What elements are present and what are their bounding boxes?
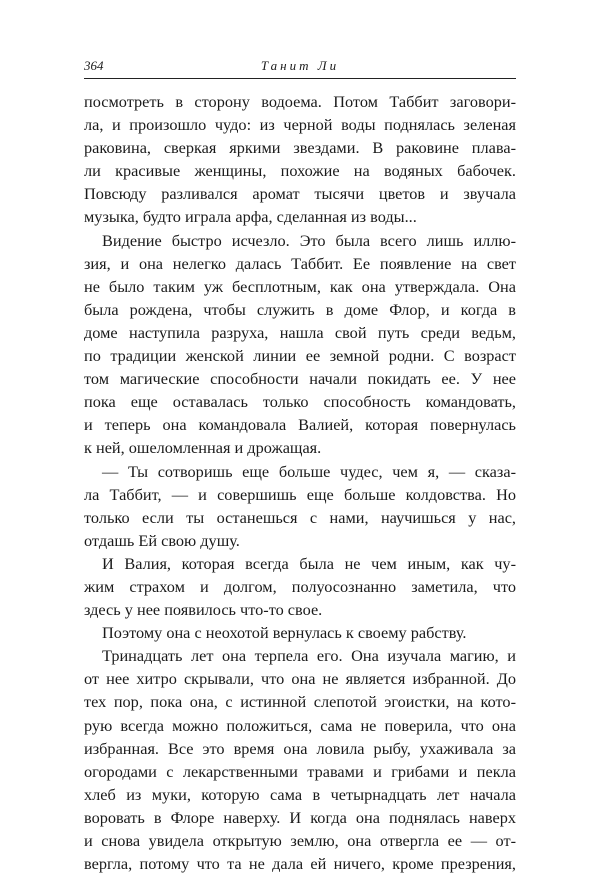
text-line: — Ты сотворишь еще больше чудес, чем я, — сказа- [102,461,516,481]
page-header [84,56,516,79]
text-line: избранная. Все это время она ловила рыбу, ухаживала за [84,738,516,758]
text-line: рую всегда можно положиться, сама не поверила, что она [84,715,516,735]
text-line: по традиции женской линии ее земной родни. С возраст [84,346,516,366]
text-line: была рождена, чтобы служить в доме Флор, и когда в [84,299,516,319]
page-number: 364 [84,58,104,73]
text-line: Поэтому она с неохотой вернулась к своему рабству. [102,623,467,643]
text-line: вергла, потому что та не дала ей ничего, кроме презрения, [84,854,516,874]
body-text [84,90,516,875]
text-line: Повсюду разливался аромат тысячи цветов и звучала [84,184,516,204]
text-line: и теперь она командовала Валией, которая повернулась [84,415,516,435]
text-line: музыка, будто играла арфа, сделанная из воды... [84,207,417,227]
text-line: И Валия, которая всегда была не чем иным, как чу- [102,553,516,573]
text-line: огородами с лекарственными травами и грибами и пекла [84,761,516,781]
text-line: от нее хитро скрывали, что она не является избранной. До [84,669,516,689]
text-line: пока еще оставалась только способность командовать, [84,392,516,412]
text-line: здесь у нее появилось что-то свое. [84,600,323,620]
text-line: том магические способности начали покидать ее. У нее [84,369,516,389]
text-line: Видение быстро исчезло. Это была всего лишь иллю- [102,230,516,250]
text-line: ли красивые женщины, похожие на водяных бабочек. [84,161,516,181]
text-line: зия, и она нелегко далась Таббит. Ее появление на свет [84,253,516,273]
running-head-author: Танит Ли [260,58,340,73]
text-line: жим страхом и долгом, полуосознанно заметила, что [84,576,516,596]
text-line: только если ты останешься с нами, научишься у нас, [84,507,516,527]
text-line: посмотреть в сторону водоема. Потом Таббит заговори- [84,92,516,111]
text-line: тех пор, пока она, с истинной слепотой эгоистки, на кото- [84,692,516,712]
text-line: не было таким уж бесплотным, как она утверждала. Она [84,276,516,296]
text-line: воровать в Флоре наверху. И когда она поднялась наверх [84,807,516,827]
text-line: раковина, сверкая яркими звездами. В раковине плава- [84,138,516,158]
text-line: ла, и произошло чудо: из черной воды поднялась зеленая [84,115,516,135]
text-line: и снова увидела открытую землю, она отвергла ее — от- [84,831,516,850]
text-line: отдашь Ей свою душу. [84,530,240,550]
text-line: доме наступила разруха, нашла свой путь среди ведьм, [84,322,516,342]
text-line: Тринадцать лет она терпела его. Она изучала магию, и [102,646,516,666]
text-line: к ней, ошеломленная и дрожащая. [84,438,322,458]
text-line: хлеб из муки, которую сама в четырнадцать лет начала [84,784,516,804]
text-line: ла Таббит, — и совершишь еще больше колдовства. Но [84,484,516,504]
